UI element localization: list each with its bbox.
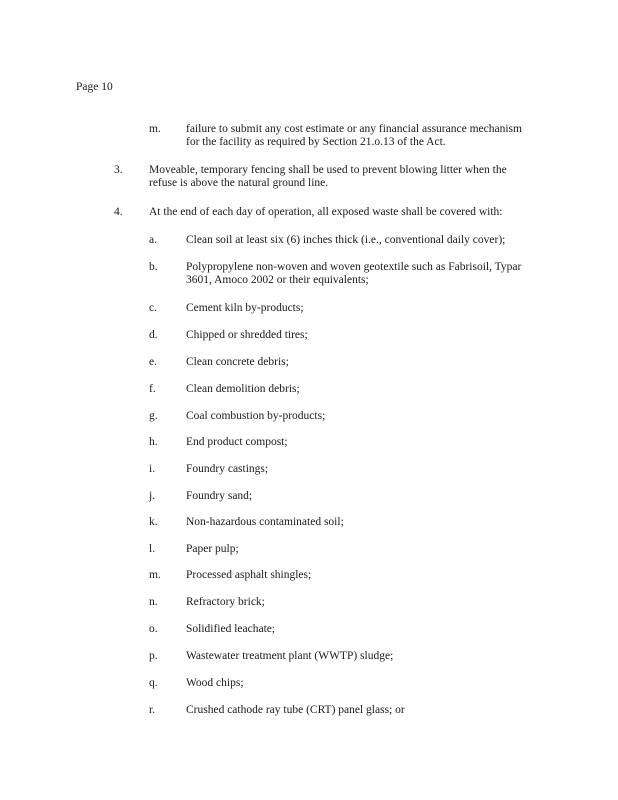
list-marker: o.	[149, 623, 158, 635]
list-text-line: Refractory brick;	[186, 596, 265, 608]
list-text-line: Wood chips;	[186, 677, 244, 689]
list-marker: r.	[149, 704, 156, 716]
list-text-line: Chipped or shredded tires;	[186, 329, 308, 341]
list-text-line: refuse is above the natural ground line.	[149, 177, 329, 189]
list-marker: 4.	[114, 206, 123, 218]
list-text-line: Non-hazardous contaminated soil;	[186, 516, 344, 528]
list-text-line: Clean soil at least six (6) inches thick (i.e., conventional daily cover);	[186, 234, 506, 246]
list-marker: f.	[149, 383, 156, 395]
list-marker: d.	[149, 329, 158, 341]
list-text-line: Solidified leachate;	[186, 623, 276, 635]
list-text-line: Cement kiln by-products;	[186, 302, 304, 314]
list-marker: m.	[149, 569, 161, 581]
list-marker: c.	[149, 302, 157, 314]
list-marker: a.	[149, 234, 157, 246]
list-text-line: Foundry sand;	[186, 490, 253, 502]
list-marker: 3.	[114, 164, 123, 176]
list-text-line: Coal combustion by-products;	[186, 410, 326, 422]
list-marker: b.	[149, 261, 158, 273]
list-marker: m.	[149, 123, 161, 135]
list-marker: i.	[149, 463, 156, 475]
list-marker: q.	[149, 677, 158, 689]
list-marker: g.	[149, 410, 158, 422]
list-text-line: Clean demolition debris;	[186, 383, 300, 395]
list-marker: l.	[149, 543, 156, 555]
list-marker: n.	[149, 596, 158, 608]
list-text-line: End product compost;	[186, 436, 288, 448]
page-number: Page 10	[76, 81, 113, 93]
list-marker: j.	[149, 490, 156, 502]
list-marker: k.	[149, 516, 158, 528]
list-text-line: for the facility as required by Section 21.o.13 of the Act.	[186, 136, 446, 148]
list-text-line: Wastewater treatment plant (WWTP) sludge;	[186, 650, 394, 662]
list-text-line: Paper pulp;	[186, 543, 239, 555]
list-text-line: Clean concrete debris;	[186, 356, 289, 368]
list-marker: h.	[149, 436, 158, 448]
list-text-line: At the end of each day of operation, all exposed waste shall be covered with:	[149, 206, 503, 218]
list-text-line: 3601, Amoco 2002 or their equivalents;	[186, 274, 369, 286]
list-text-line: Polypropylene non-woven and woven geotextile such as Fabrisoil, Typar	[186, 261, 522, 273]
list-marker: e.	[149, 356, 157, 368]
list-text-line: failure to submit any cost estimate or any financial assurance mechanism	[186, 123, 522, 135]
list-text-line: Foundry castings;	[186, 463, 269, 475]
list-marker: p.	[149, 650, 158, 662]
list-text-line: Crushed cathode ray tube (CRT) panel glass; or	[186, 704, 405, 716]
list-text-line: Processed asphalt shingles;	[186, 569, 312, 581]
list-text-line: Moveable, temporary fencing shall be used to prevent blowing litter when the	[149, 164, 507, 176]
